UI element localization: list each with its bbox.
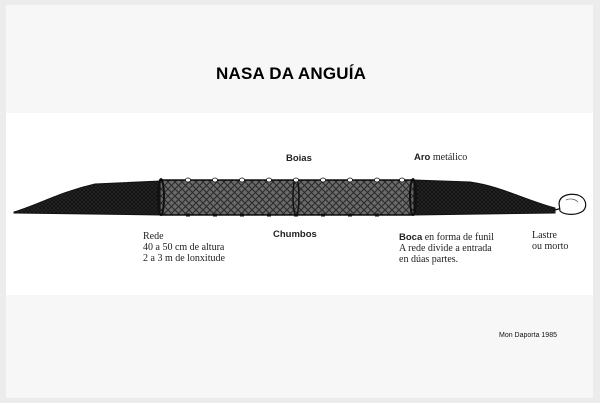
label-rede (143, 231, 225, 264)
label-boca-line3: en dúas partes. (399, 254, 459, 265)
label-rede-title: Rede (143, 231, 164, 242)
label-boca-bold: Boca (399, 232, 423, 243)
net-body (160, 180, 414, 215)
label-lastre-line2: ou morto (532, 241, 569, 252)
ballast-stone (559, 194, 586, 214)
left-funnel (14, 181, 160, 215)
label-chumbos: Chumbos (273, 229, 317, 240)
label-aro-metalico (414, 152, 467, 163)
label-rede-line2: 2 a 3 m de lonxitude (143, 253, 225, 264)
label-boca-line2: A rede divide a entrada (399, 243, 492, 254)
right-funnel (414, 180, 555, 215)
label-aro-rest: metálico (432, 152, 468, 163)
label-lastre (532, 230, 568, 252)
label-boca-line1: en forma de funil (424, 232, 494, 243)
author-credit: Mon Daporta 1985 (499, 332, 557, 339)
label-boca (399, 232, 494, 265)
label-aro-bold: Aro (414, 152, 431, 163)
diagram-title: NASA DA ANGUÍA (216, 64, 367, 83)
label-lastre-line1: Lastre (532, 230, 557, 241)
label-rede-line1: 40 a 50 cm de altura (143, 242, 225, 253)
label-boias: Boias (286, 153, 312, 164)
